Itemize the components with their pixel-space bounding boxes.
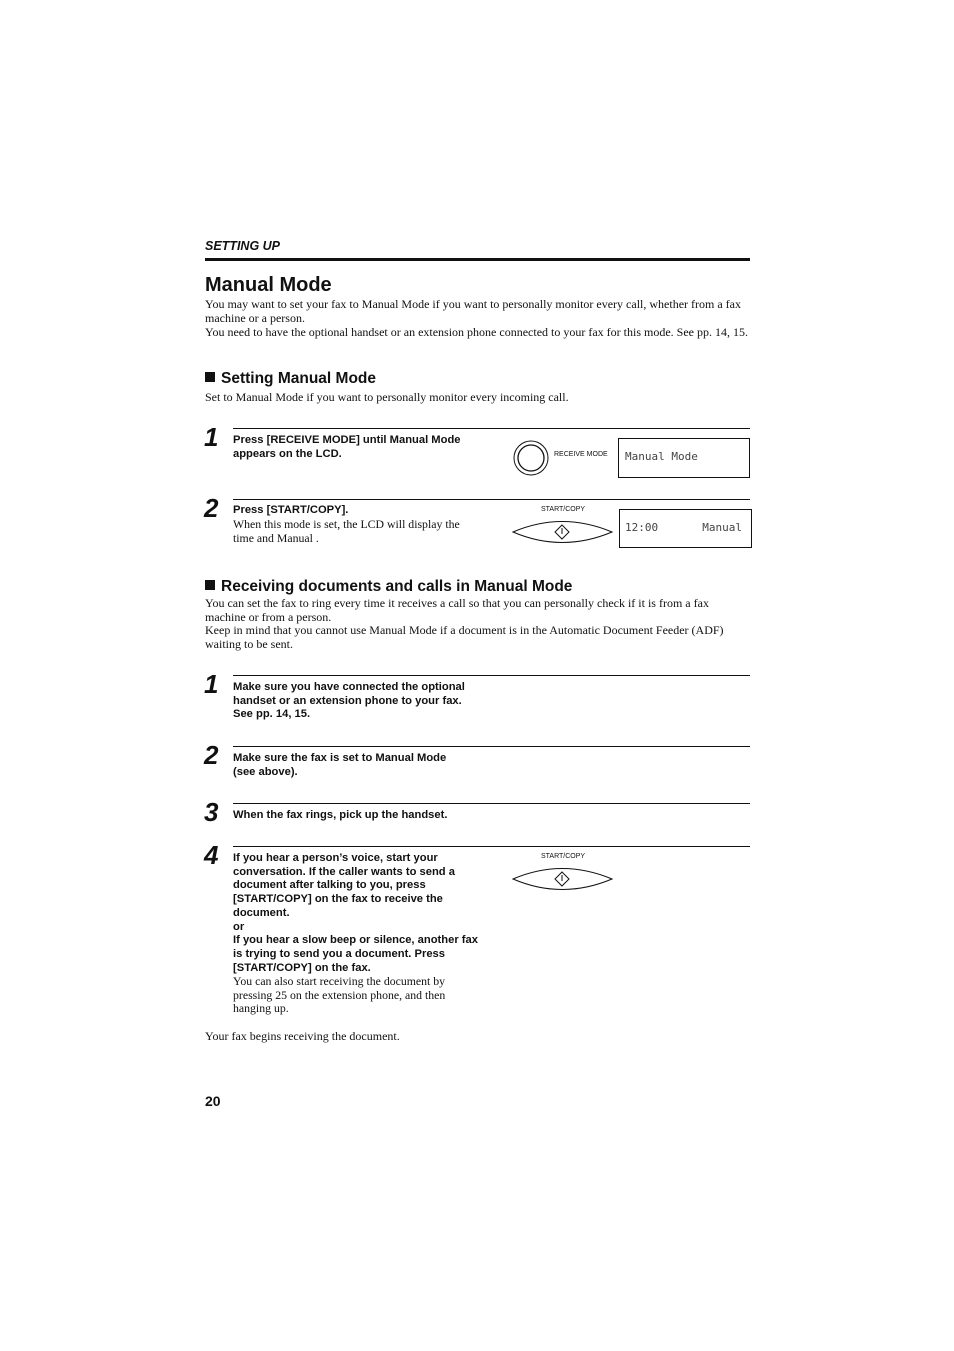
intro-paragraph-2: You need to have the optional handset or an extension phone connected to your fax for this mode. See pp. 14, 15. <box>205 325 748 339</box>
receiving-step-4-number: 4 <box>204 840 219 870</box>
note-line: time and Manual . <box>233 530 319 545</box>
step-divider <box>233 499 750 500</box>
setting-step-2-number: 2 <box>204 493 219 523</box>
receiving-step-3-number: 3 <box>204 797 219 827</box>
setting-step-1-instruction <box>233 434 461 461</box>
receiving-section-heading <box>205 578 572 596</box>
receiving-conclusion: Your fax begins receiving the document. <box>205 1029 400 1043</box>
header-rule <box>205 258 750 261</box>
note-line: When this mode is set, the LCD will display the <box>233 517 460 531</box>
instruction-line: is trying to send you a document. Press <box>233 947 445 960</box>
start-copy-button-label: START/COPY <box>541 853 586 860</box>
setting-section-heading <box>205 370 376 388</box>
instruction-line: When the fax rings, pick up the handset. <box>233 809 448 821</box>
setting-section-description: Set to Manual Mode if you want to personally monitor every incoming call. <box>205 390 569 404</box>
setting-step-2-instruction: Press [START/COPY]. <box>233 504 349 516</box>
receiving-step-1-number: 1 <box>204 669 219 699</box>
note-line: hanging up. <box>233 1001 289 1016</box>
instruction-line: If you hear a person’s voice, start your <box>233 852 438 864</box>
step-divider <box>233 428 750 429</box>
step-divider <box>233 846 750 847</box>
page-title: Manual Mode <box>205 274 332 296</box>
instruction-line: Press [RECEIVE MODE] until Manual Mode <box>233 434 461 446</box>
instruction-line: [START/COPY] on the fax to receive the <box>233 893 443 906</box>
lcd-time: 12:00 <box>625 521 659 534</box>
receiving-step-1-instruction <box>233 681 465 722</box>
page-number: 20 <box>205 1093 221 1109</box>
receiving-step-3-instruction <box>233 809 447 823</box>
step-divider <box>233 746 750 747</box>
receiving-step-4-note <box>233 975 445 1016</box>
instruction-line: appears on the LCD. <box>233 447 342 460</box>
lcd-display <box>619 509 752 548</box>
start-copy-button-label: START/COPY <box>541 506 586 513</box>
instruction-line: Make sure you have connected the optional <box>233 681 465 693</box>
note-line: pressing 25 on the extension phone, and then <box>233 987 446 1002</box>
note-line: You can also start receiving the document by <box>233 974 446 988</box>
intro-paragraph-1: You may want to set your fax to Manual Mode if you want to personally monitor every call, whether from a fax machine or a person. <box>205 297 741 325</box>
instruction-line: (see above). <box>233 765 298 778</box>
start-copy-button-icon <box>512 864 613 894</box>
instruction-line: document. <box>233 906 290 919</box>
instruction-line: Make sure the fax is set to Manual Mode <box>233 752 447 764</box>
instruction-line: conversation. If the caller wants to send a <box>233 865 455 878</box>
bullet-square-icon <box>205 372 215 382</box>
lcd-mode: Manual <box>702 521 742 534</box>
step-divider <box>233 675 750 676</box>
receiving-paragraph-1: You can set the fax to ring every time it receives a call so that you can personally check if it is from a fax machine or from a person. <box>205 596 709 624</box>
lcd-display <box>618 438 750 478</box>
instruction-line: If you hear a slow beep or silence, another fax <box>233 934 478 947</box>
start-copy-button-icon <box>512 517 613 547</box>
instruction-line: [START/COPY] on the fax. <box>233 961 371 974</box>
instruction-line: or <box>233 920 245 933</box>
receive-mode-button-icon <box>512 439 550 477</box>
step-divider <box>233 803 750 804</box>
receiving-step-2-number: 2 <box>204 740 219 770</box>
instruction-line: handset or an extension phone to your fax. <box>233 694 462 707</box>
setting-step-1-number: 1 <box>204 422 219 452</box>
setting-step-2-note <box>233 518 460 545</box>
receiving-step-4-instruction <box>233 852 478 975</box>
receive-mode-button-label: RECEIVE MODE <box>554 451 608 458</box>
section-label: SETTING UP <box>205 239 281 253</box>
setting-section-heading-text: Setting Manual Mode <box>221 370 376 387</box>
receiving-section-heading-text: Receiving documents and calls in Manual Mode <box>221 578 573 595</box>
instruction-line: See pp. 14, 15. <box>233 708 311 721</box>
lcd-text: Manual Mode <box>625 450 698 463</box>
bullet-square-icon <box>205 580 215 590</box>
instruction-line: document after talking to you, press <box>233 879 426 892</box>
receiving-step-2-instruction <box>233 752 446 779</box>
receiving-paragraph-2: Keep in mind that you cannot use Manual Mode if a document is in the Automatic Document Feeder (ADF) waiting to be sent. <box>205 623 724 651</box>
